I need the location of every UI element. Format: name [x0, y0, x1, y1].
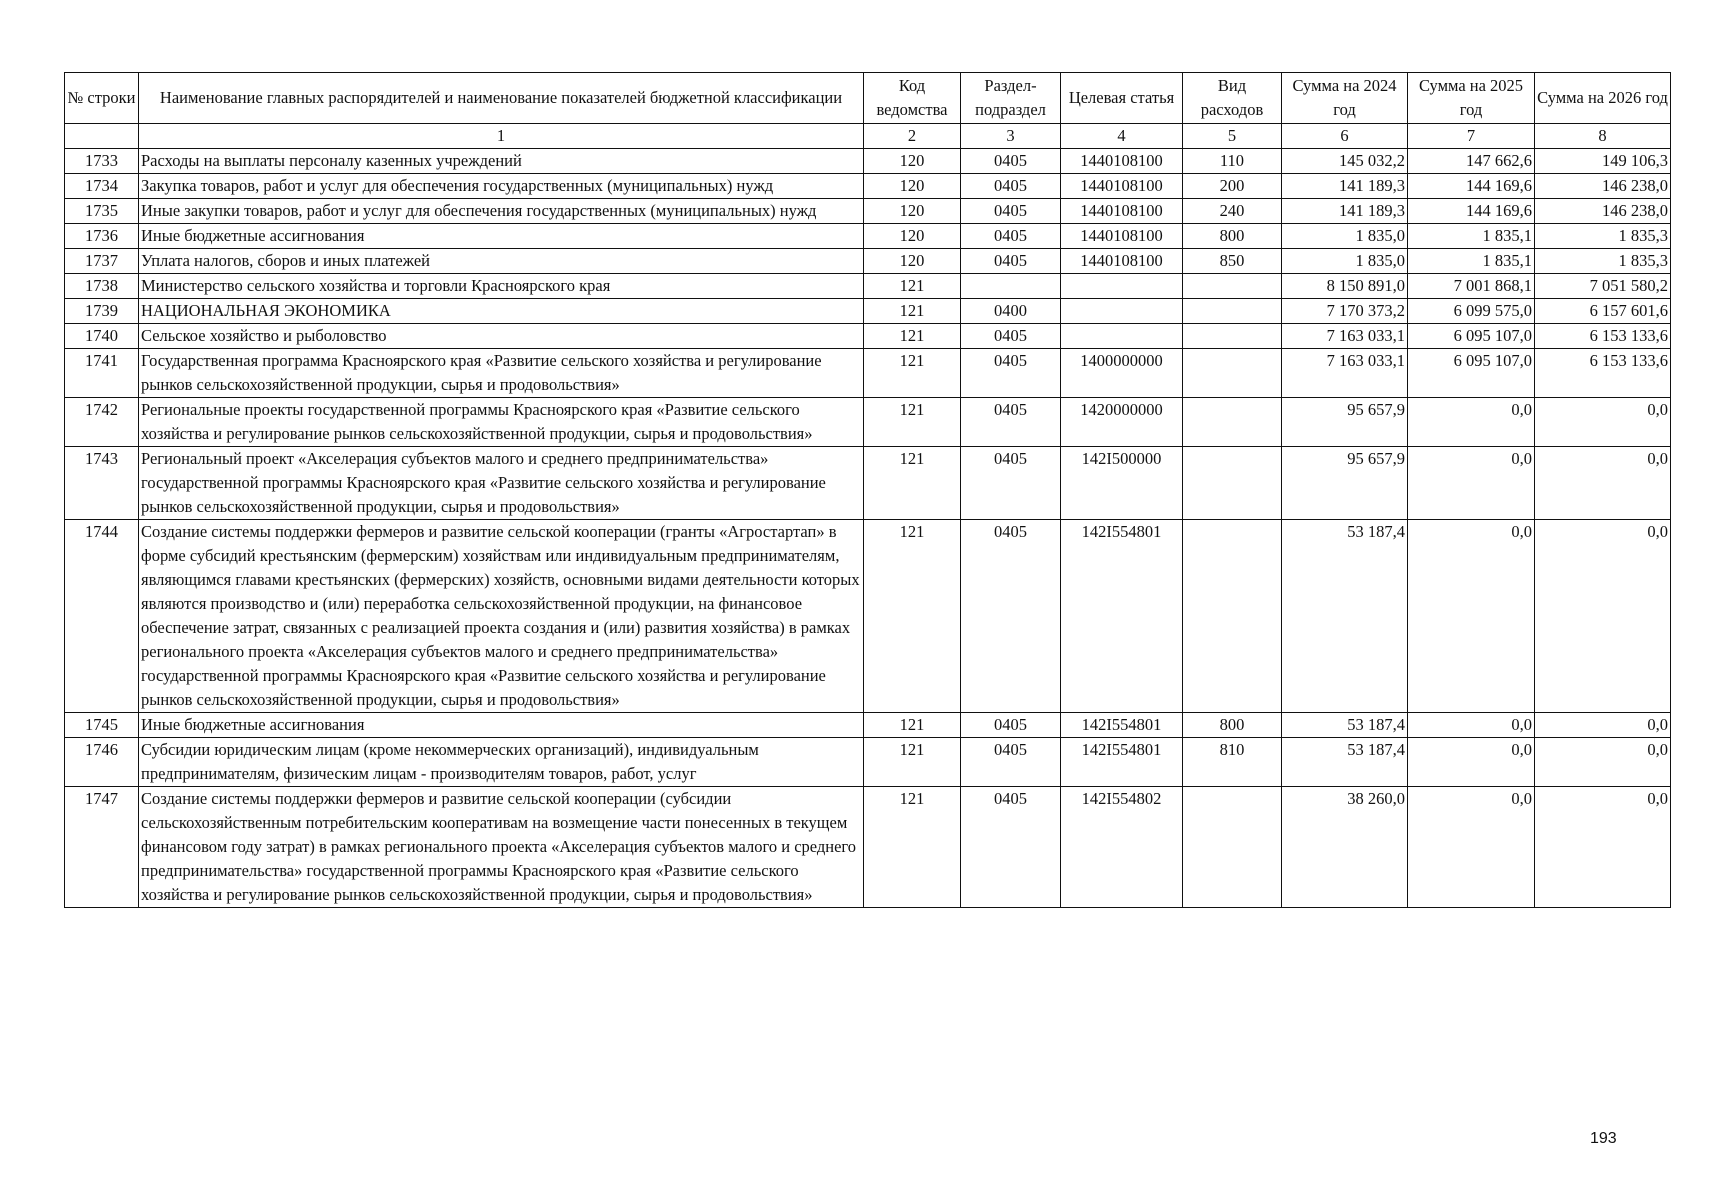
header-sum-2026: Сумма на 2026 год [1535, 73, 1671, 124]
table-header [65, 73, 1671, 149]
sum-2025-cell: 1 835,1 [1408, 224, 1535, 249]
row-name-cell: НАЦИОНАЛЬНАЯ ЭКОНОМИКА [139, 299, 864, 324]
sum-2025-cell: 0,0 [1408, 713, 1535, 738]
dept-code-cell: 120 [864, 199, 961, 224]
header-sum-2024: Сумма на 2024 год [1282, 73, 1408, 124]
table-row [65, 174, 1671, 199]
target-article-cell [1061, 324, 1183, 349]
expense-kind-cell: 110 [1183, 149, 1282, 174]
sum-2026-cell: 146 238,0 [1535, 199, 1671, 224]
sum-2024-cell: 145 032,2 [1282, 149, 1408, 174]
row-name-cell: Создание системы поддержки фермеров и развитие сельской кооперации (гранты «Агростартап» в форме субсидий крестьянским (фермерским) хозяйствам или индивидуальным предпринимателям, являющимся главами крестьянских (фермерских) хозяйств, основными видами деятельности которых являются производство и (или) переработка сельскохозяйственной продукции, на финансовое обеспечение затрат, связанных с реализацией проекта создания и (или) развития хозяйства) в рамках регионального проекта «Акселерация субъектов малого и среднего предпринимательства» государственной программы Красноярского края «Развитие сельского хозяйства и регулирование рынков сельскохозяйственной продукции, сырья и продовольствия» [139, 520, 864, 713]
table-row [65, 713, 1671, 738]
section-cell: 0405 [961, 398, 1061, 447]
row-name-cell: Государственная программа Красноярского края «Развитие сельского хозяйства и регулирование рынков сельскохозяйственной продукции, сырья и продовольствия» [139, 349, 864, 398]
sum-2024-cell: 141 189,3 [1282, 199, 1408, 224]
column-number-cell: 3 [961, 124, 1061, 149]
column-number-cell: 5 [1183, 124, 1282, 149]
header-row-no: № строки [65, 73, 139, 124]
row-name-cell: Министерство сельского хозяйства и торговли Красноярского края [139, 274, 864, 299]
sum-2026-cell: 6 153 133,6 [1535, 349, 1671, 398]
expense-kind-cell [1183, 447, 1282, 520]
sum-2025-cell: 7 001 868,1 [1408, 274, 1535, 299]
section-cell: 0405 [961, 249, 1061, 274]
target-article-cell: 1440108100 [1061, 249, 1183, 274]
row-number-cell: 1733 [65, 149, 139, 174]
dept-code-cell: 121 [864, 349, 961, 398]
sum-2025-cell: 147 662,6 [1408, 149, 1535, 174]
sum-2024-cell: 53 187,4 [1282, 738, 1408, 787]
dept-code-cell: 121 [864, 299, 961, 324]
row-name-cell: Иные бюджетные ассигнования [139, 713, 864, 738]
row-name-cell: Расходы на выплаты персоналу казенных учреждений [139, 149, 864, 174]
column-number-cell: 6 [1282, 124, 1408, 149]
target-article-cell: 142I554801 [1061, 713, 1183, 738]
dept-code-cell: 121 [864, 713, 961, 738]
expense-kind-cell [1183, 520, 1282, 713]
sum-2024-cell: 53 187,4 [1282, 713, 1408, 738]
sum-2025-cell: 6 099 575,0 [1408, 299, 1535, 324]
column-number-cell: 7 [1408, 124, 1535, 149]
expense-kind-cell: 200 [1183, 174, 1282, 199]
row-name-cell: Создание системы поддержки фермеров и развитие сельской кооперации (субсидии сельскохозяйственным потребительским кооперативам на возмещение части понесенных в текущем финансовом году затрат) в рамках регионального проекта «Акселерация субъектов малого и среднего предпринимательства» государственной программы Красноярского края «Развитие сельского хозяйства и регулирование рынков сельскохозяйственной продукции, сырья и продовольствия» [139, 787, 864, 908]
row-number-cell: 1738 [65, 274, 139, 299]
target-article-cell: 142I500000 [1061, 447, 1183, 520]
sum-2024-cell: 38 260,0 [1282, 787, 1408, 908]
expense-kind-cell [1183, 274, 1282, 299]
sum-2025-cell: 0,0 [1408, 738, 1535, 787]
sum-2026-cell: 0,0 [1535, 398, 1671, 447]
table-row [65, 398, 1671, 447]
row-number-cell: 1743 [65, 447, 139, 520]
row-name-cell: Уплата налогов, сборов и иных платежей [139, 249, 864, 274]
expense-kind-cell: 850 [1183, 249, 1282, 274]
row-number-cell: 1745 [65, 713, 139, 738]
expense-kind-cell: 800 [1183, 713, 1282, 738]
row-name-cell: Региональные проекты государственной программы Красноярского края «Развитие сельского хозяйства и регулирование рынков сельскохозяйственной продукции, сырья и продовольствия» [139, 398, 864, 447]
table-row [65, 447, 1671, 520]
sum-2024-cell: 7 163 033,1 [1282, 349, 1408, 398]
sum-2026-cell: 7 051 580,2 [1535, 274, 1671, 299]
section-cell [961, 274, 1061, 299]
sum-2026-cell: 0,0 [1535, 520, 1671, 713]
target-article-cell: 1440108100 [1061, 149, 1183, 174]
sum-2025-cell: 0,0 [1408, 787, 1535, 908]
header-target: Целевая статья [1061, 73, 1183, 124]
row-number-cell: 1742 [65, 398, 139, 447]
sum-2024-cell: 95 657,9 [1282, 447, 1408, 520]
dept-code-cell: 120 [864, 174, 961, 199]
dept-code-cell: 121 [864, 324, 961, 349]
row-name-cell: Региональный проект «Акселерация субъектов малого и среднего предпринимательства» государственной программы Красноярского края «Развитие сельского хозяйства и регулирование рынков сельскохозяйственной продукции, сырья и продовольствия» [139, 447, 864, 520]
sum-2024-cell: 8 150 891,0 [1282, 274, 1408, 299]
row-number-cell: 1747 [65, 787, 139, 908]
sum-2025-cell: 0,0 [1408, 398, 1535, 447]
sum-2026-cell: 146 238,0 [1535, 174, 1671, 199]
row-number-cell: 1740 [65, 324, 139, 349]
row-number-cell: 1739 [65, 299, 139, 324]
sum-2024-cell: 1 835,0 [1282, 249, 1408, 274]
row-name-cell: Иные бюджетные ассигнования [139, 224, 864, 249]
sum-2025-cell: 144 169,6 [1408, 199, 1535, 224]
sum-2025-cell: 6 095 107,0 [1408, 324, 1535, 349]
sum-2024-cell: 1 835,0 [1282, 224, 1408, 249]
column-number-cell: 4 [1061, 124, 1183, 149]
target-article-cell: 142I554801 [1061, 738, 1183, 787]
section-cell: 0405 [961, 324, 1061, 349]
sum-2024-cell: 53 187,4 [1282, 520, 1408, 713]
row-number-cell: 1737 [65, 249, 139, 274]
section-cell: 0405 [961, 149, 1061, 174]
header-dept-code: Код ведомства [864, 73, 961, 124]
target-article-cell: 142I554801 [1061, 520, 1183, 713]
expense-kind-cell [1183, 299, 1282, 324]
header-name: Наименование главных распорядителей и наименование показателей бюджетной классификации [139, 73, 864, 124]
section-cell: 0405 [961, 738, 1061, 787]
dept-code-cell: 121 [864, 274, 961, 299]
sum-2026-cell: 1 835,3 [1535, 249, 1671, 274]
dept-code-cell: 121 [864, 520, 961, 713]
sum-2026-cell: 1 835,3 [1535, 224, 1671, 249]
section-cell: 0400 [961, 299, 1061, 324]
row-number-cell: 1736 [65, 224, 139, 249]
sum-2025-cell: 1 835,1 [1408, 249, 1535, 274]
table-row [65, 199, 1671, 224]
expense-kind-cell: 240 [1183, 199, 1282, 224]
table-row [65, 149, 1671, 174]
sum-2026-cell: 149 106,3 [1535, 149, 1671, 174]
sum-2024-cell: 95 657,9 [1282, 398, 1408, 447]
sum-2026-cell: 0,0 [1535, 787, 1671, 908]
sum-2026-cell: 6 153 133,6 [1535, 324, 1671, 349]
column-number-cell: 8 [1535, 124, 1671, 149]
target-article-cell: 1440108100 [1061, 224, 1183, 249]
sum-2024-cell: 7 170 373,2 [1282, 299, 1408, 324]
target-article-cell: 142I554802 [1061, 787, 1183, 908]
expense-kind-cell [1183, 398, 1282, 447]
table-row [65, 274, 1671, 299]
target-article-cell [1061, 274, 1183, 299]
dept-code-cell: 120 [864, 224, 961, 249]
sum-2026-cell: 0,0 [1535, 447, 1671, 520]
sum-2024-cell: 7 163 033,1 [1282, 324, 1408, 349]
sum-2025-cell: 0,0 [1408, 520, 1535, 713]
table-row [65, 224, 1671, 249]
row-name-cell: Субсидии юридическим лицам (кроме некоммерческих организаций), индивидуальным предпринимателям, физическим лицам - производителям товаров, работ, услуг [139, 738, 864, 787]
sum-2025-cell: 144 169,6 [1408, 174, 1535, 199]
expense-kind-cell [1183, 324, 1282, 349]
sum-2024-cell: 141 189,3 [1282, 174, 1408, 199]
table-row [65, 738, 1671, 787]
column-number-cell [65, 124, 139, 149]
table-row [65, 349, 1671, 398]
header-row [65, 73, 1671, 124]
dept-code-cell: 120 [864, 149, 961, 174]
table-row [65, 520, 1671, 713]
row-name-cell: Иные закупки товаров, работ и услуг для обеспечения государственных (муниципальных) нужд [139, 199, 864, 224]
header-kind: Вид расходов [1183, 73, 1282, 124]
row-number-cell: 1746 [65, 738, 139, 787]
target-article-cell [1061, 299, 1183, 324]
target-article-cell: 1440108100 [1061, 199, 1183, 224]
sum-2025-cell: 0,0 [1408, 447, 1535, 520]
dept-code-cell: 121 [864, 787, 961, 908]
column-number-cell: 1 [139, 124, 864, 149]
header-sum-2025: Сумма на 2025 год [1408, 73, 1535, 124]
table-row [65, 787, 1671, 908]
header-section: Раздел-подраздел [961, 73, 1061, 124]
section-cell: 0405 [961, 713, 1061, 738]
row-number-cell: 1744 [65, 520, 139, 713]
table-row [65, 249, 1671, 274]
row-number-cell: 1735 [65, 199, 139, 224]
page-number: 193 [1590, 1130, 1617, 1147]
row-number-cell: 1741 [65, 349, 139, 398]
section-cell: 0405 [961, 520, 1061, 713]
target-article-cell: 1420000000 [1061, 398, 1183, 447]
sum-2025-cell: 6 095 107,0 [1408, 349, 1535, 398]
expense-kind-cell [1183, 787, 1282, 908]
expense-kind-cell: 800 [1183, 224, 1282, 249]
section-cell: 0405 [961, 787, 1061, 908]
section-cell: 0405 [961, 199, 1061, 224]
column-number-cell: 2 [864, 124, 961, 149]
expense-kind-cell [1183, 349, 1282, 398]
target-article-cell: 1400000000 [1061, 349, 1183, 398]
section-cell: 0405 [961, 447, 1061, 520]
table-body [65, 149, 1671, 908]
column-number-row [65, 124, 1671, 149]
row-number-cell: 1734 [65, 174, 139, 199]
row-name-cell: Закупка товаров, работ и услуг для обеспечения государственных (муниципальных) нужд [139, 174, 864, 199]
section-cell: 0405 [961, 224, 1061, 249]
table-row [65, 299, 1671, 324]
dept-code-cell: 121 [864, 447, 961, 520]
dept-code-cell: 121 [864, 398, 961, 447]
expense-kind-cell: 810 [1183, 738, 1282, 787]
section-cell: 0405 [961, 174, 1061, 199]
table-row [65, 324, 1671, 349]
budget-table [64, 72, 1671, 908]
dept-code-cell: 120 [864, 249, 961, 274]
target-article-cell: 1440108100 [1061, 174, 1183, 199]
sum-2026-cell: 0,0 [1535, 738, 1671, 787]
sum-2026-cell: 0,0 [1535, 713, 1671, 738]
dept-code-cell: 121 [864, 738, 961, 787]
section-cell: 0405 [961, 349, 1061, 398]
row-name-cell: Сельское хозяйство и рыболовство [139, 324, 864, 349]
sum-2026-cell: 6 157 601,6 [1535, 299, 1671, 324]
